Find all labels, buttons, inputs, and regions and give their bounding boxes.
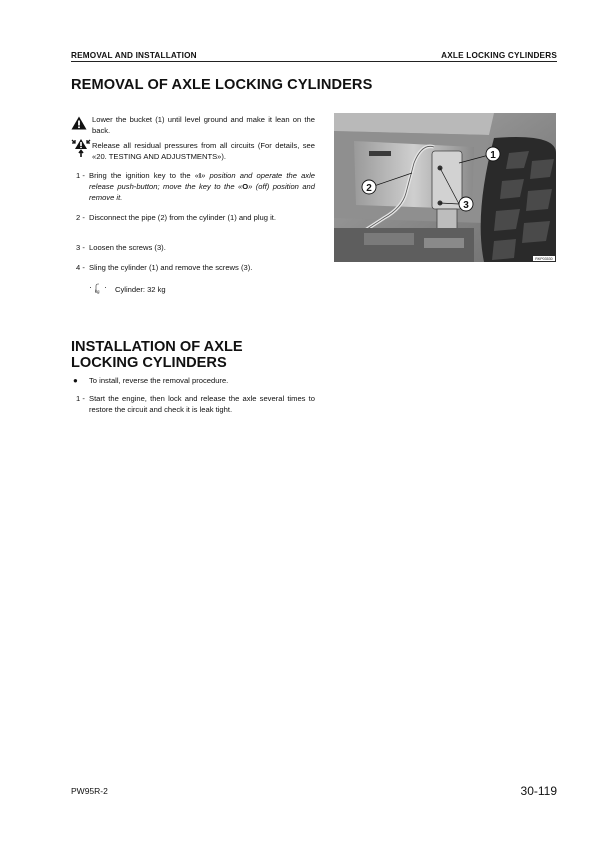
header-section-label: REMOVAL AND INSTALLATION — [71, 51, 197, 60]
model-code: PW95R-2 — [71, 786, 108, 796]
step-number: 2 - — [76, 213, 85, 222]
photo-code: RKP03530 — [535, 257, 553, 261]
callout-2 — [362, 180, 376, 194]
weight-icon-label: kg — [95, 289, 100, 294]
step-number: 3 - — [76, 243, 85, 252]
step-sling-cylinder: Sling the cylinder (1) and remove the screws (3). — [89, 263, 253, 272]
callout-1 — [486, 147, 500, 161]
svg-text:3: 3 — [463, 200, 469, 211]
installation-title: INSTALLATION OF AXLE LOCKING CYLINDERS — [71, 339, 243, 371]
warning-release-pressure: Release all residual pressures from all circuits (For details, see «20. TESTING AND ADJUSTMENTS»). — [92, 141, 315, 161]
axle-cylinder-photo — [334, 113, 556, 262]
svg-text:2: 2 — [366, 183, 372, 194]
step-number: 4 - — [76, 263, 85, 272]
warning-triangle-icon — [71, 116, 87, 130]
removal-title: REMOVAL OF AXLE LOCKING CYLINDERS — [71, 77, 373, 93]
step-disconnect-pipe: Disconnect the pipe (2) from the cylinder (1) and plug it. — [89, 213, 276, 222]
weight-icon — [90, 283, 112, 295]
header-topic-label: AXLE LOCKING CYLINDERS — [441, 51, 557, 60]
pressure-release-icon — [71, 138, 91, 158]
step-ignition-key: Bring the ignition key to the «I» position and operate the axle release push-button; move the key to the «O» (off) position and remove it. — [89, 171, 316, 202]
install-reverse-note: To install, reverse the removal procedure. — [89, 376, 229, 385]
step-loosen-screws: Loosen the screws (3). — [89, 243, 166, 252]
warning-lower-bucket: Lower the bucket (1) until level ground and make it lean on the back. — [92, 115, 315, 135]
step-number: 1 - — [76, 394, 85, 403]
bullet-icon: ● — [73, 376, 78, 385]
callout-3 — [459, 197, 473, 211]
svg-text:1: 1 — [490, 150, 496, 161]
step-number: 1 - — [76, 171, 85, 180]
header-rule — [71, 61, 557, 62]
page-number: 30-119 — [520, 784, 557, 798]
cylinder-weight: Cylinder: 32 kg — [115, 285, 166, 294]
step-start-engine: Start the engine, then lock and release the axle several times to restore the circuit and check it is leak tight. — [89, 394, 315, 414]
